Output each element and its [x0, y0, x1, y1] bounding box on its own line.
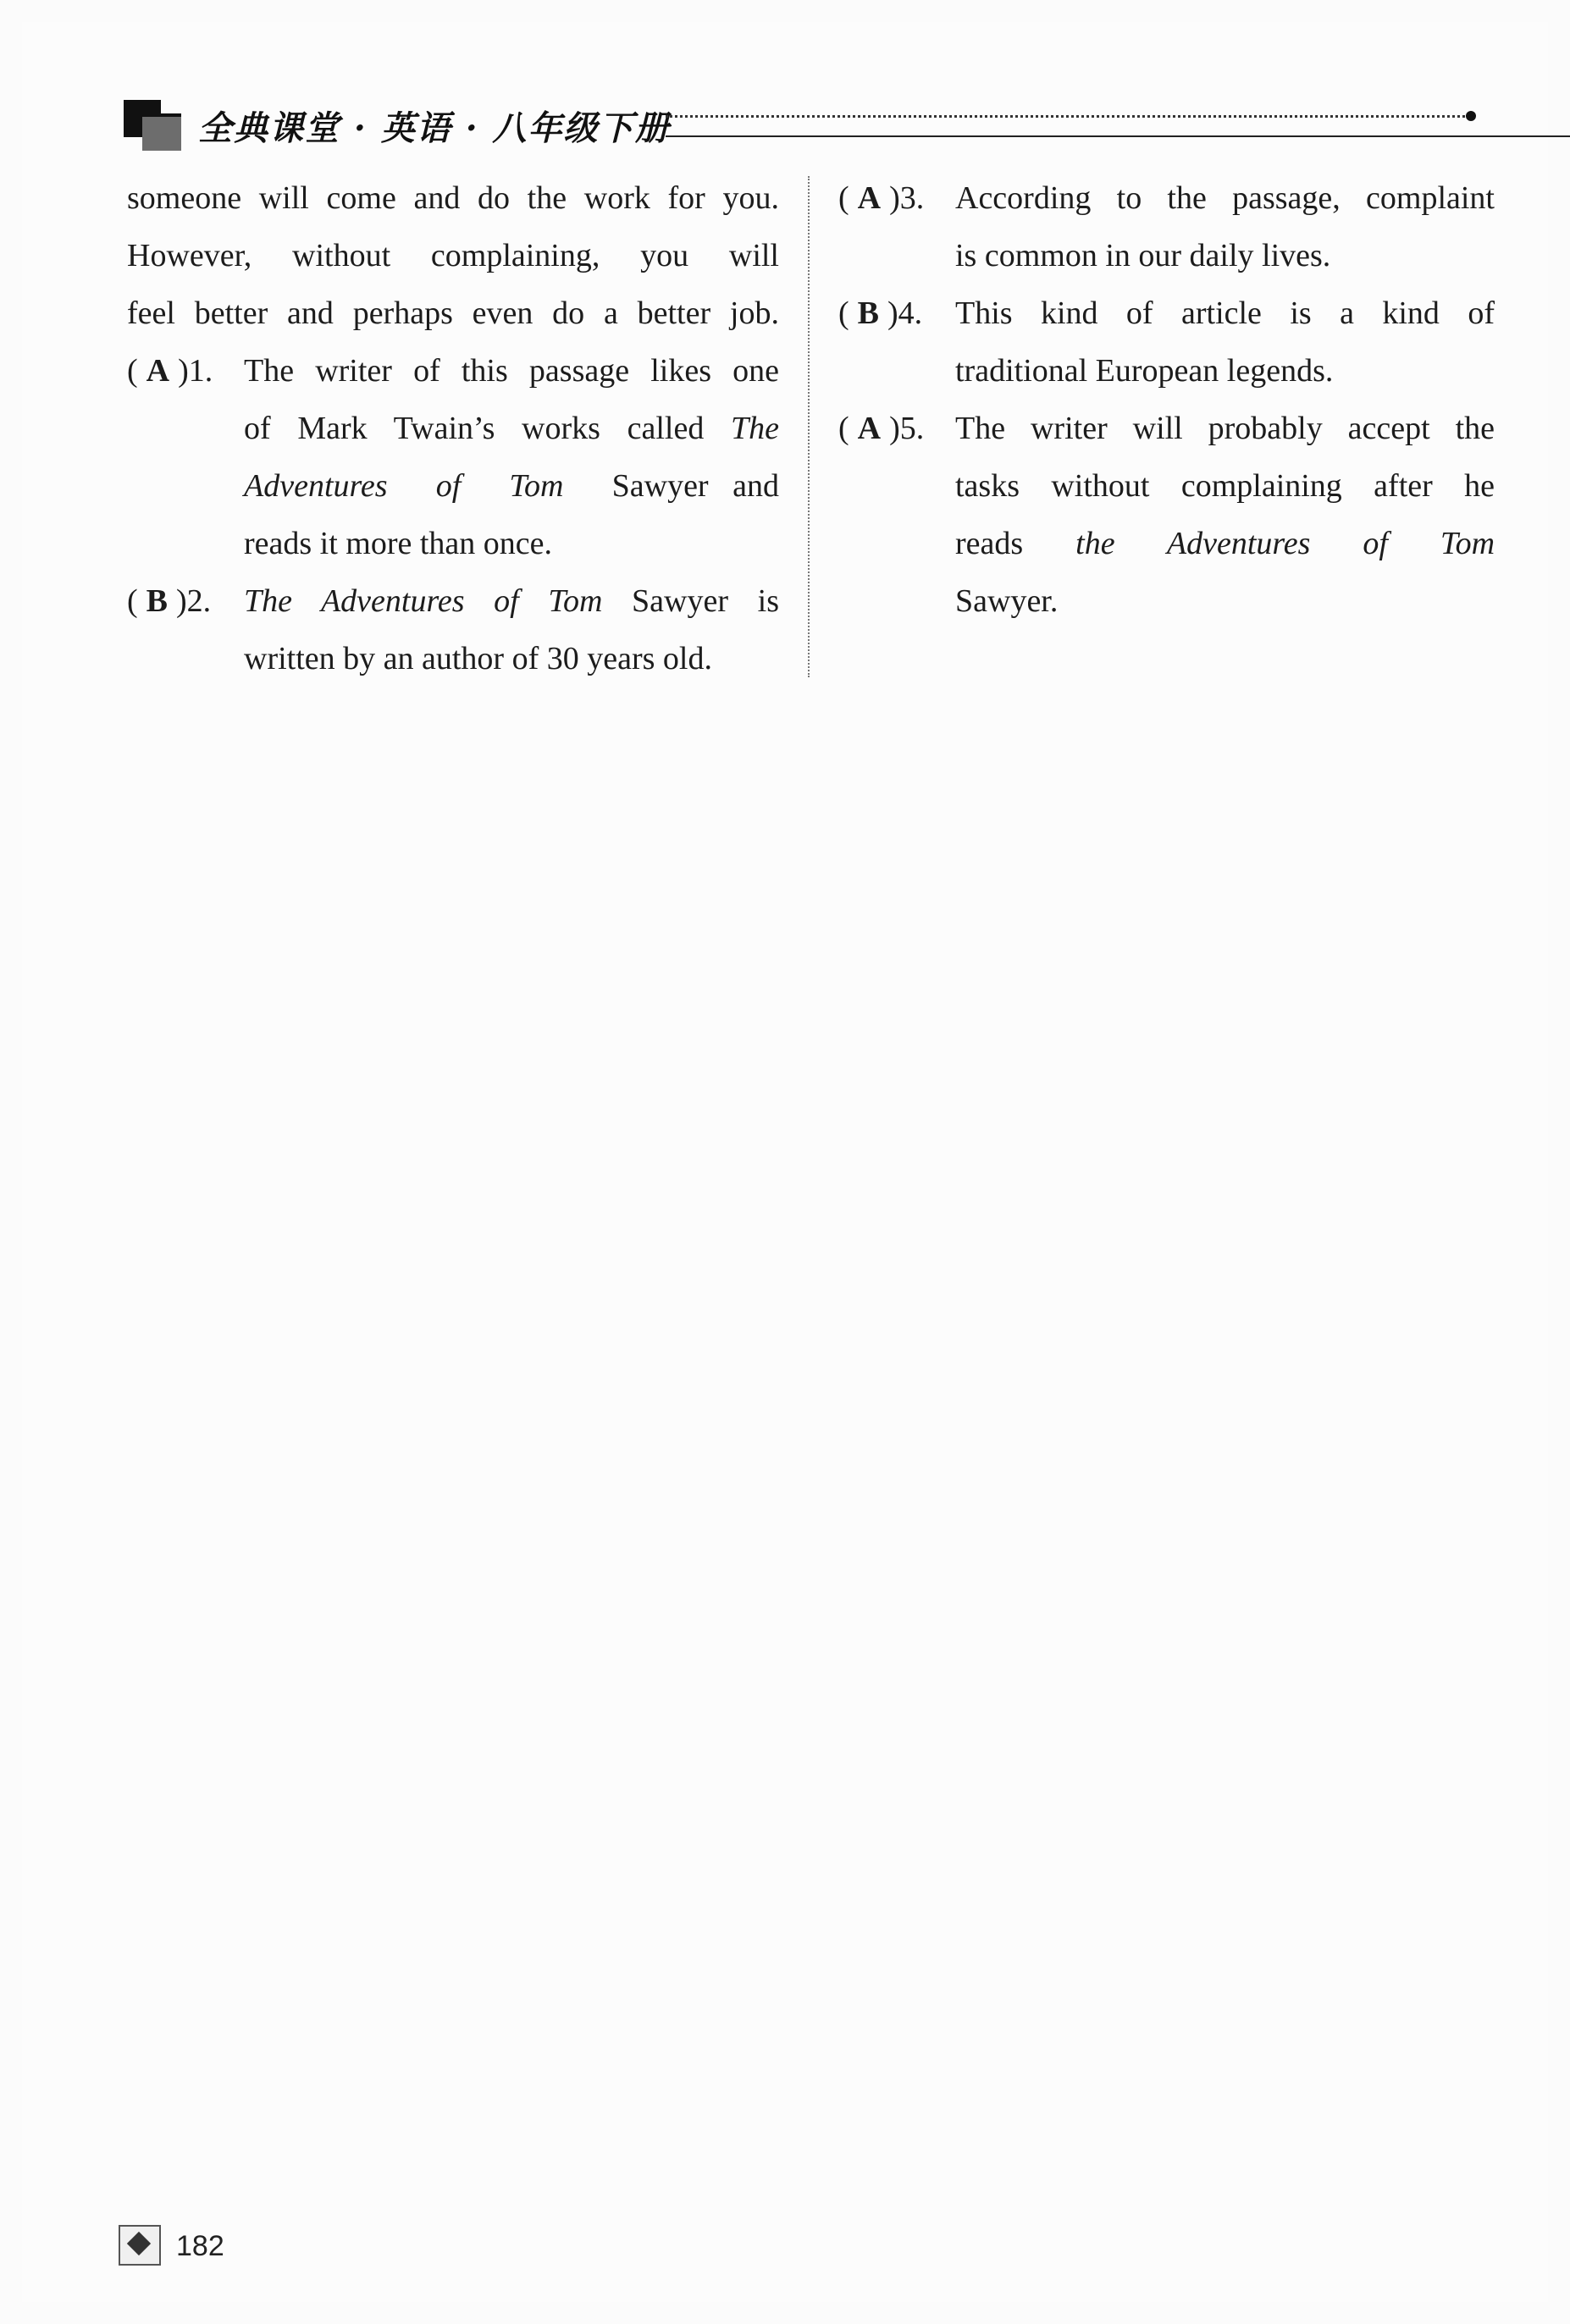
answer-letter: A [146, 353, 170, 389]
answer-letter: B [146, 583, 169, 619]
page-number: 182 [176, 2230, 224, 2262]
answer-letter: A [857, 180, 882, 216]
left-column [127, 169, 779, 687]
question-number: 5. [899, 411, 925, 446]
answer-bracket: ( A )1. [127, 353, 213, 389]
answer-letter: A [857, 411, 882, 446]
header-dotted-rule [666, 115, 1470, 118]
header-title: 全典课堂 · 英语 · 八年级下册 [198, 108, 671, 148]
question-line: This kind of article is a kind of [955, 295, 1495, 331]
answer-bracket: ( A )5. [838, 411, 925, 446]
passage-line: someone will come and do the work for you. [127, 180, 779, 216]
italic-title: The [731, 411, 779, 446]
italic-title: The Adventures of Tom [244, 583, 603, 619]
question-number: 2. [186, 583, 212, 619]
question-line: The writer of this passage likes one [244, 353, 779, 389]
header-solid-rule [666, 135, 1570, 137]
question-2 [127, 572, 779, 687]
running-header [124, 95, 1495, 154]
question-number: 1. [188, 353, 213, 389]
answer-letter: B [857, 295, 880, 331]
question-line: written by an author of 30 years old. [244, 641, 712, 676]
italic-title: the Adventures of Tom [1075, 526, 1495, 561]
answer-bracket: ( B )2. [127, 583, 212, 619]
question-line: The Adventures of Tom Sawyer is [244, 583, 779, 619]
question-line: Adventures of Tom Sawyer and [244, 468, 780, 504]
passage-line: However, without complaining, you will [127, 238, 779, 273]
column-divider [808, 176, 810, 677]
header-block-icon [124, 100, 181, 147]
question-line: traditional European legends. [955, 353, 1334, 389]
passage-continuation [127, 169, 779, 342]
question-1 [127, 342, 779, 572]
question-4 [838, 284, 1495, 400]
question-line: of Mark Twain’s works called The [244, 411, 779, 446]
answer-bracket: ( B )4. [838, 295, 923, 331]
question-number: 4. [898, 295, 923, 331]
question-line: is common in our daily lives. [955, 238, 1331, 273]
question-line: tasks without complaining after he [955, 468, 1495, 504]
answer-bracket: ( A )3. [838, 180, 925, 216]
diamond-icon [119, 2225, 161, 2266]
question-number: 3. [899, 180, 925, 216]
question-line: reads the Adventures of Tom [955, 526, 1495, 561]
question-line: The writer will probably accept the [955, 411, 1495, 446]
question-line: Sawyer. [955, 583, 1059, 619]
question-line: reads it more than once. [244, 526, 553, 561]
passage-line: feel better and perhaps even do a better job. [127, 295, 779, 331]
question-3 [838, 169, 1495, 284]
question-line: According to the passage, complaint [955, 180, 1495, 216]
header-dot-ornament [1466, 111, 1476, 121]
question-5 [838, 400, 1495, 630]
right-column [838, 169, 1495, 630]
